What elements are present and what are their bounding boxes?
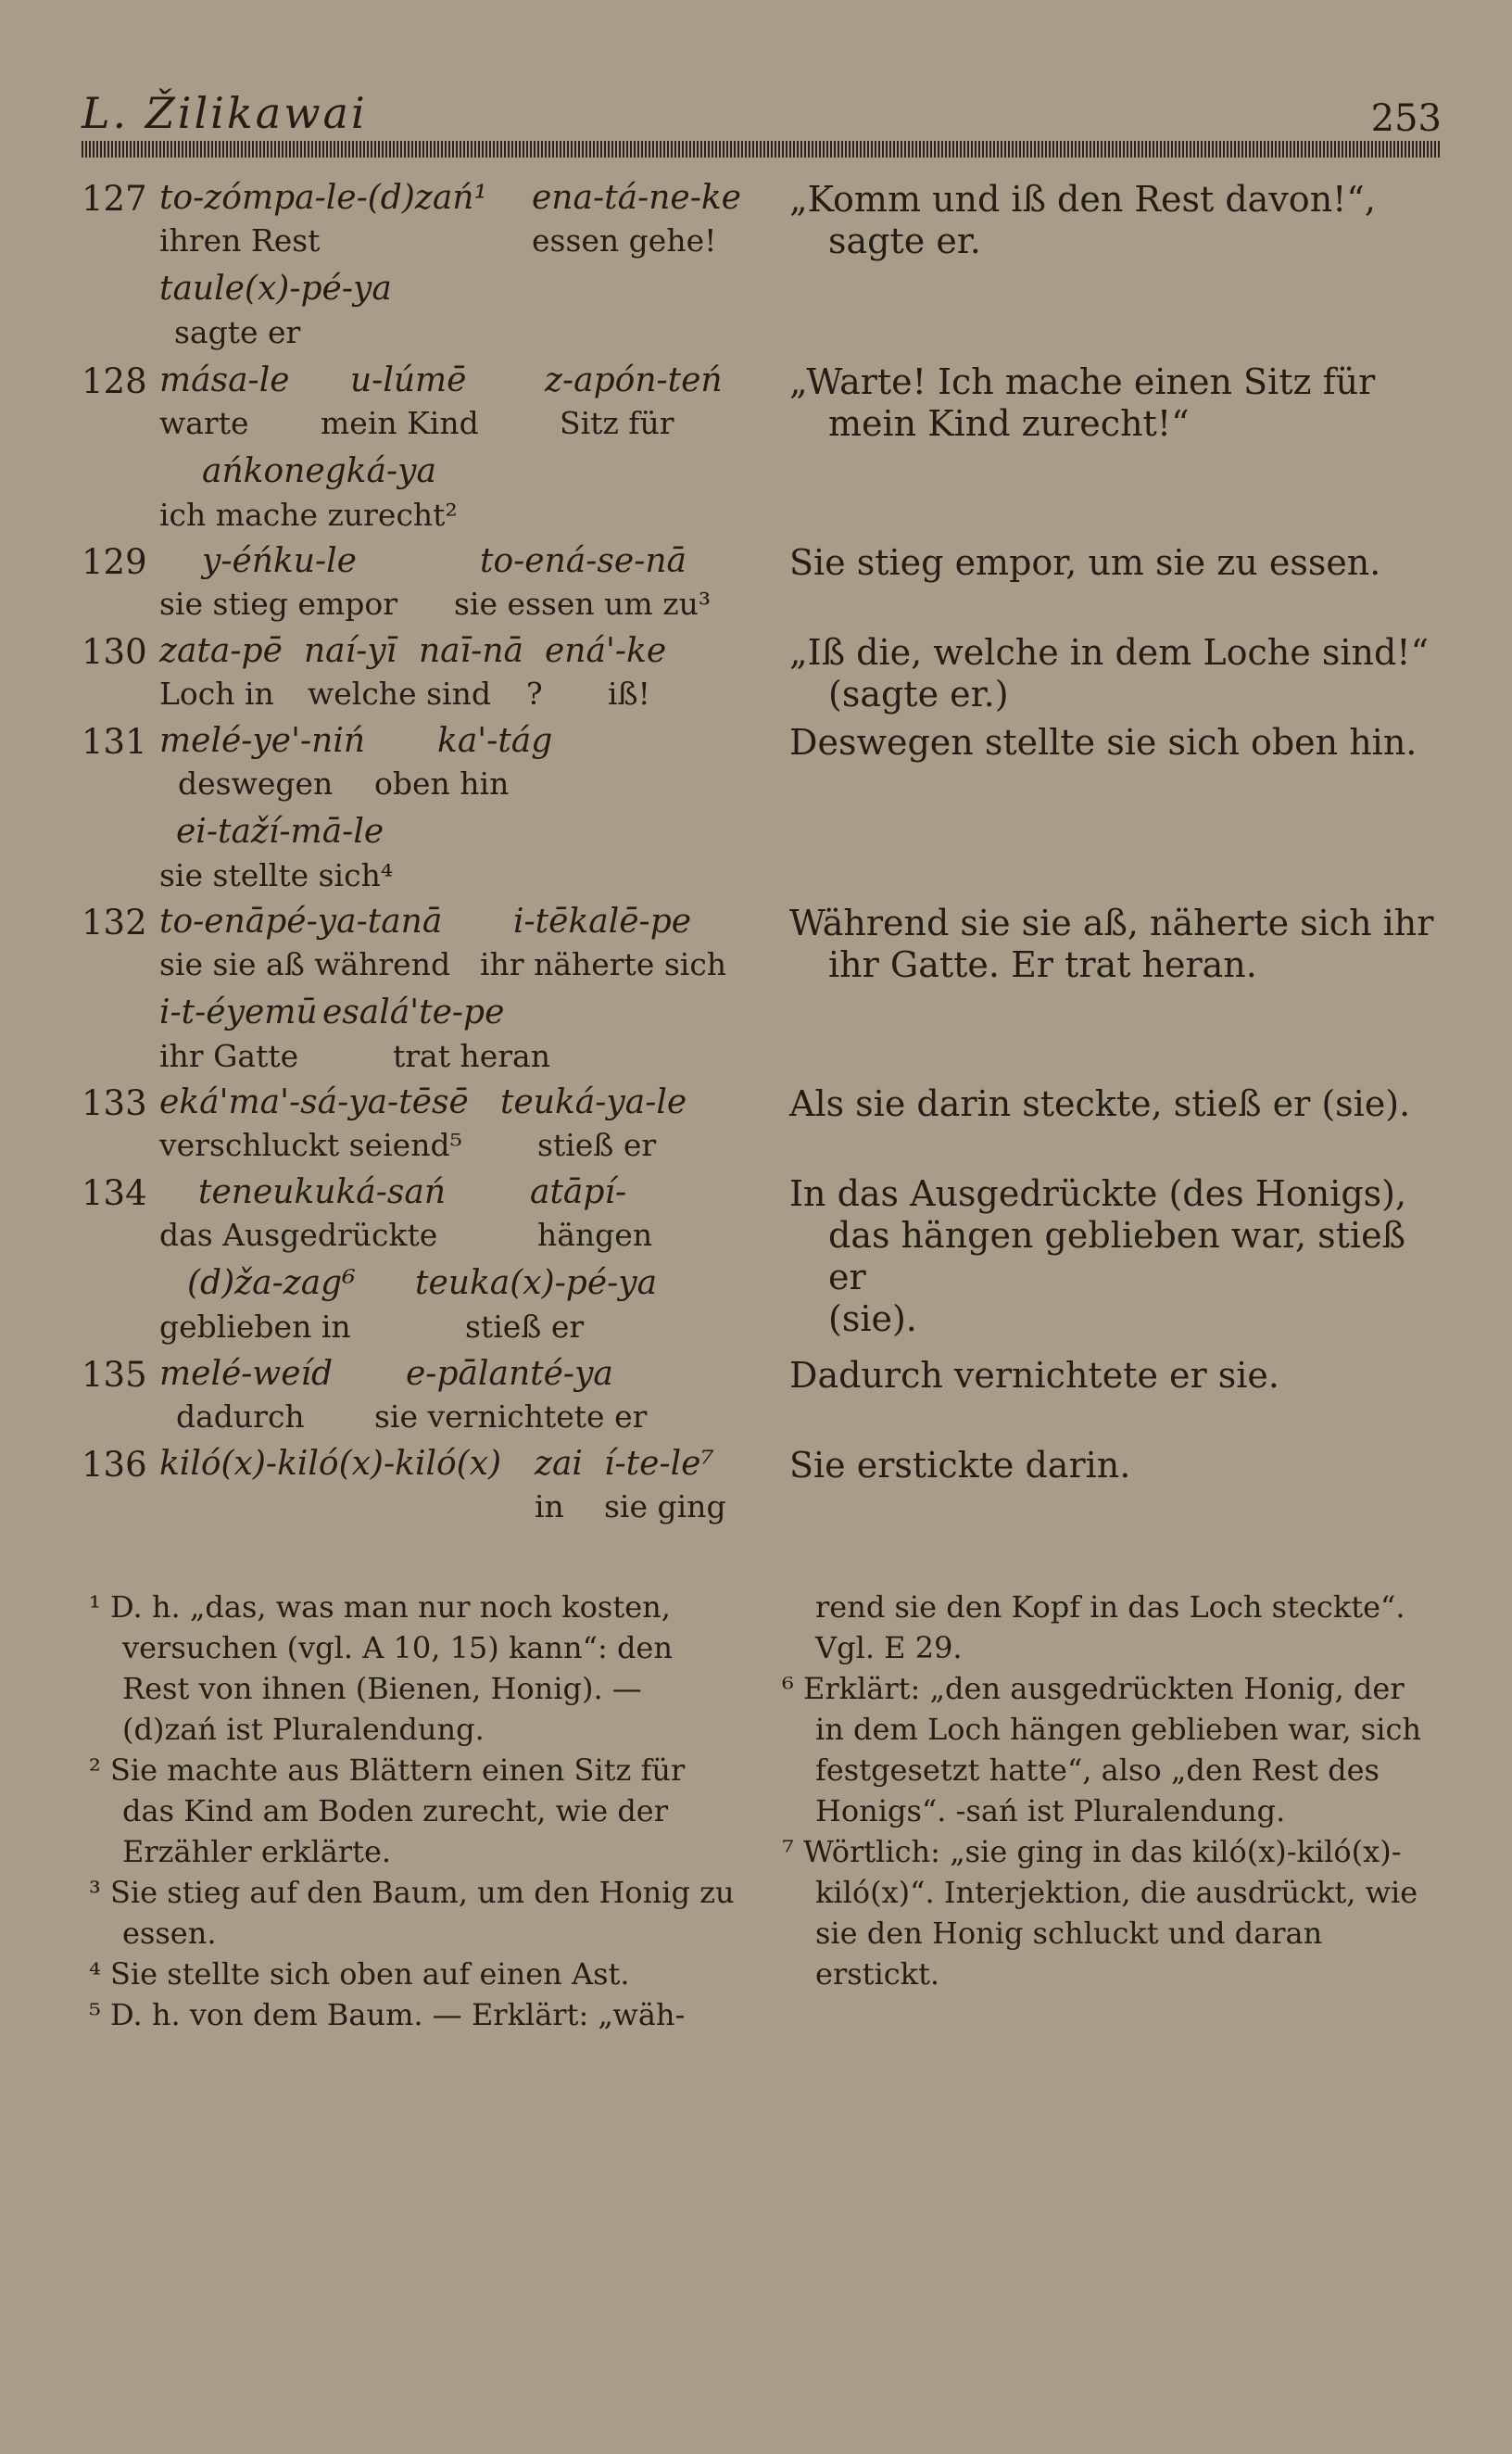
gloss-word: sie stieg empor [159, 586, 397, 622]
native-word: to-enāpé-ya-tanā [159, 903, 443, 941]
gloss-word: trat heran [393, 1038, 550, 1074]
gloss-word: welche sind [308, 676, 491, 712]
translation [789, 1083, 1442, 1125]
footnote: ⁵ D. h. von dem Baum. — Erklärt: „wäh- [89, 1997, 686, 2032]
gloss-word: Sitz für [560, 405, 674, 441]
footnote: ⁶ Erklärt: „den ausgedrückten Honig, der in dem Loch hängen geblieben war, sich festgesetzt hatte“, also „den Rest des Honigs“. -sań ist Pluralendung. [782, 1671, 1421, 1828]
translation [789, 361, 1442, 445]
translation-line: „Warte! Ich mache einen Sitz für [789, 361, 1376, 402]
native-line [159, 1355, 826, 1400]
native-line [159, 632, 826, 677]
translation-line: „Komm und iß den Rest davon!“, [789, 179, 1376, 220]
gloss-line [159, 946, 826, 992]
verse-number: 136 [82, 1445, 147, 1485]
native-word: atāpí- [530, 1173, 627, 1211]
gloss-word: das Ausgedrückte [159, 1217, 438, 1253]
native-line [159, 179, 826, 224]
native-word: naī-nā [419, 632, 523, 670]
gloss-word: stieß er [537, 1127, 657, 1163]
verse-number: 134 [82, 1173, 147, 1213]
gloss-word: dadurch [176, 1398, 305, 1435]
native-word: z-apón-teń [545, 361, 723, 399]
translation-line: Dadurch vernichtete er sie. [789, 1355, 1279, 1396]
translation-line: „Iß die, welche in dem Loche sind!“ [789, 632, 1429, 673]
translation [789, 632, 1442, 715]
footnotes-left-column [89, 1587, 737, 2035]
gloss-word: ihr näherte sich [480, 946, 727, 982]
native-line [159, 1173, 826, 1219]
verse-number: 130 [82, 632, 147, 672]
running-header [82, 88, 1442, 144]
native-word: i-t-éyemū [159, 993, 318, 1031]
native-line [159, 1083, 826, 1129]
page-number: 253 [1370, 97, 1442, 140]
footnote: ¹ D. h. „das, was man nur noch kosten, versuchen (vgl. A 10, 15) kann“: den Rest von ihnen (Bienen, Honig). — (d)zań ist Pluralendung. [89, 1589, 673, 1747]
translation [789, 903, 1442, 986]
gloss-word: Loch in [159, 676, 274, 712]
native-line [159, 813, 826, 858]
native-word: i-tēkalē-pe [513, 903, 692, 941]
native-word: teneukuká-sań [198, 1173, 447, 1211]
verse-number: 127 [82, 179, 147, 219]
verse-number: 133 [82, 1083, 147, 1123]
translation-line: das hängen geblieben war, stieß er [828, 1215, 1405, 1297]
gloss-line [159, 586, 826, 631]
native-line [159, 270, 826, 315]
native-line [159, 452, 826, 498]
translation-line: (sie). [828, 1298, 917, 1339]
gloss-line [159, 1309, 826, 1354]
translation-line: Während sie sie aß, näherte sich ihr [789, 903, 1434, 943]
translation [789, 542, 1442, 584]
gloss-word: ihr Gatte [159, 1038, 299, 1074]
footnote: rend sie den Kopf in das Loch steckte“. Vgl. E 29. [815, 1589, 1405, 1665]
gloss-word: deswegen [178, 765, 334, 802]
verse-number: 132 [82, 903, 147, 942]
native-word: ei-taží-mā-le [176, 813, 384, 851]
gloss-word: ? [526, 676, 543, 712]
gloss-word: ich mache zurecht² [159, 497, 458, 533]
native-word: esalá'te-pe [322, 993, 505, 1031]
native-word: eká'ma'-sá-ya-tēsē [159, 1083, 469, 1121]
header-rule [82, 141, 1442, 158]
gloss-word: ihren Rest [159, 222, 321, 259]
translation [789, 1173, 1442, 1340]
verse-number: 129 [82, 542, 147, 582]
native-line [159, 361, 826, 407]
gloss-line [159, 1127, 826, 1172]
verse-number: 128 [82, 361, 147, 401]
native-line [159, 542, 826, 588]
native-word: u-lúmē [350, 361, 467, 399]
native-word: ańkonegká-ya [202, 452, 436, 490]
gloss-word: hängen [537, 1217, 653, 1253]
gloss-line [159, 1217, 826, 1262]
running-head-author: L. Žilikawai [82, 88, 368, 138]
native-word: í-te-le⁷ [604, 1445, 714, 1483]
gloss-word: verschluckt seiend⁵ [159, 1127, 462, 1163]
native-word: to-zómpa-le-(d)zań¹ [159, 179, 487, 217]
native-word: to-ená-se-nā [480, 542, 687, 580]
translation [789, 1445, 1442, 1486]
native-word: taule(x)-pé-ya [159, 270, 392, 308]
gloss-line [159, 857, 826, 903]
native-line [159, 1445, 826, 1490]
native-word: melé-ye'-niń [159, 722, 366, 760]
gloss-word: warte [159, 405, 249, 441]
gloss-line [159, 1488, 826, 1534]
gloss-line [159, 314, 826, 360]
translation-line: Sie stieg empor, um sie zu essen. [789, 542, 1381, 583]
translation-line: sagte er. [828, 221, 981, 261]
footnote: ⁷ Wörtlich: „sie ging in das kiló(x)-kiló(x)-kiló(x)“. Interjektion, die ausdrückt, wie sie den Honig schluckt und daran erstickt. [782, 1834, 1418, 1992]
translation-line: Als sie darin steckte, stieß er (sie). [789, 1083, 1411, 1124]
native-word: kiló(x)-kiló(x)-kiló(x) [159, 1445, 502, 1483]
native-word: (d)ža-zag⁶ [187, 1264, 356, 1302]
translation-line: Sie erstickte darin. [789, 1445, 1131, 1486]
translation [789, 722, 1442, 764]
native-word: naí-yī [304, 632, 397, 670]
native-word: ka'-tág [437, 722, 553, 760]
footnote: ² Sie machte aus Blättern einen Sitz für das Kind am Boden zurecht, wie der Erzähler erklärte. [89, 1752, 686, 1869]
gloss-line [159, 676, 826, 721]
native-word: ená'-ke [545, 632, 667, 670]
gloss-word: sagte er [174, 314, 301, 350]
gloss-word: sie sie aß während [159, 946, 451, 982]
translation-line: In das Ausgedrückte (des Honigs), [789, 1173, 1407, 1214]
gloss-word: geblieben in [159, 1309, 351, 1345]
footnotes-right-column [782, 1587, 1430, 1994]
footnote: ⁴ Sie stellte sich oben auf einen Ast. [89, 1956, 630, 1992]
verse-number: 131 [82, 722, 147, 762]
native-word: mása-le [159, 361, 290, 399]
native-line [159, 993, 826, 1039]
translation-line: ihr Gatte. Er trat heran. [828, 944, 1257, 985]
verse-number: 135 [82, 1355, 147, 1395]
native-word: ena-tá-ne-ke [532, 179, 741, 217]
native-word: zata-pē [159, 632, 283, 670]
native-word: y-éńku-le [202, 542, 357, 580]
gloss-line [159, 1398, 826, 1444]
gloss-word: sie stellte sich⁴ [159, 857, 394, 893]
native-word: e-pālanté-ya [406, 1355, 613, 1393]
native-line [159, 903, 826, 948]
gloss-word: mein Kind [321, 405, 479, 441]
native-word: zai [535, 1445, 583, 1483]
gloss-word: sie essen um zu³ [454, 586, 712, 622]
gloss-word: sie ging [604, 1488, 726, 1524]
gloss-word: sie vernichtete er [374, 1398, 648, 1435]
footnote: ³ Sie stieg auf den Baum, um den Honig zu essen. [89, 1875, 735, 1951]
gloss-line [159, 222, 826, 268]
native-word: teuka(x)-pé-ya [415, 1264, 658, 1302]
gloss-line [159, 1038, 826, 1083]
native-word: melé-weíd [159, 1355, 334, 1393]
native-line [159, 722, 826, 767]
gloss-line [159, 405, 826, 450]
gloss-line [159, 497, 826, 542]
translation [789, 179, 1442, 262]
gloss-word: essen gehe! [532, 222, 717, 259]
translation-line: (sagte er.) [828, 674, 1009, 715]
gloss-word: stieß er [465, 1309, 585, 1345]
translation-line: mein Kind zurecht!“ [828, 403, 1190, 444]
gloss-word: oben hin [374, 765, 510, 802]
gloss-word: in [535, 1488, 564, 1524]
native-line [159, 1264, 826, 1309]
translation-line: Deswegen stellte sie sich oben hin. [789, 722, 1418, 763]
native-word: teuká-ya-le [500, 1083, 687, 1121]
translation [789, 1355, 1442, 1397]
gloss-word: iß! [608, 676, 650, 712]
gloss-line [159, 765, 826, 811]
